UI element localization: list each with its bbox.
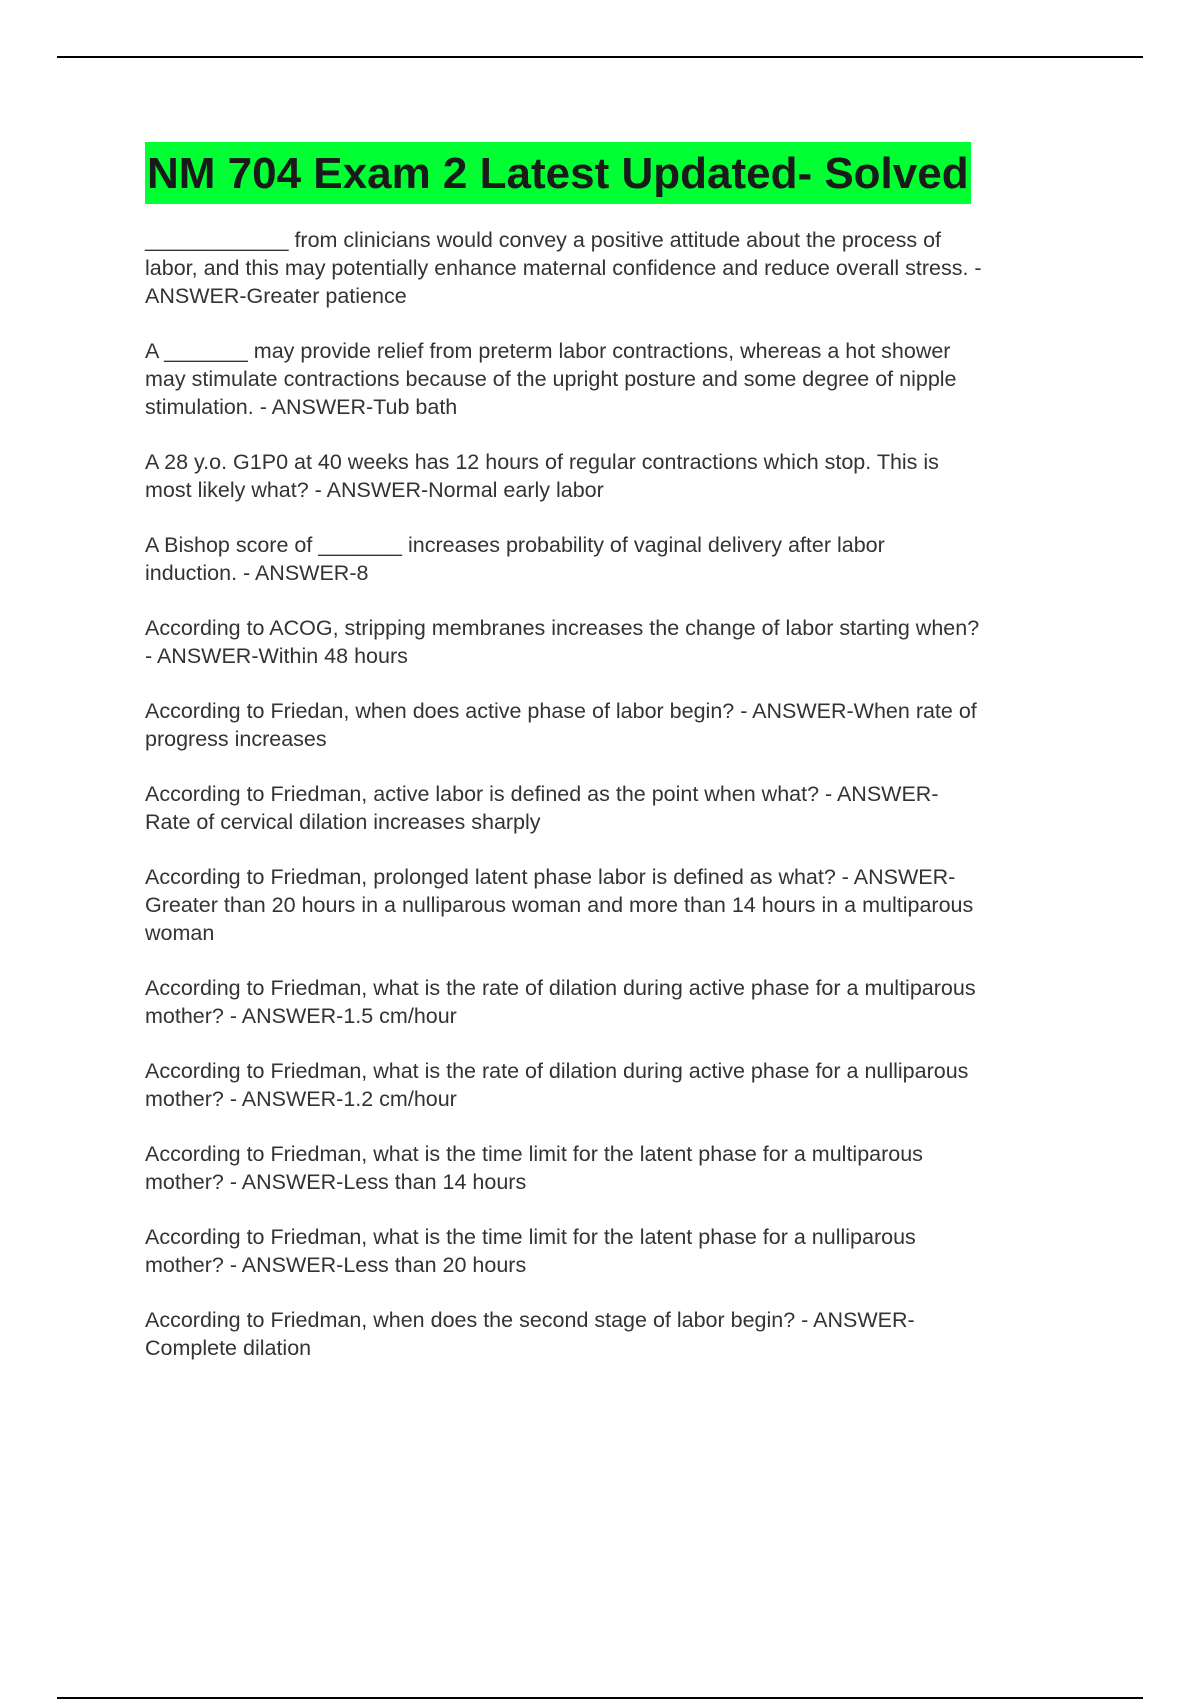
header-rule: [57, 56, 1143, 58]
qa-item: According to Friedman, when does the second stage of labor begin? - ANSWER- Complete dilation: [145, 1308, 915, 1360]
qa-item: A Bishop score of _______ increases probability of vaginal delivery after labor induction. - ANSWER-8: [145, 533, 885, 585]
qa-item: According to Friedman, what is the rate of dilation during active phase for a multiparous mother? - ANSWER-1.5 cm/hour: [145, 976, 976, 1028]
qa-item: According to Friedman, active labor is defined as the point when what? - ANSWER- Rate of cervical dilation increases sharply: [145, 782, 939, 834]
qa-item: According to Friedman, what is the time limit for the latent phase for a multiparous mother? - ANSWER-Less than 14 hours: [145, 1142, 923, 1194]
qa-item: According to Friedman, prolonged latent phase labor is defined as what? - ANSWER- Greater than 20 hours in a nulliparous woman and more than 14 hours in a multiparous woman: [145, 865, 974, 945]
qa-item: According to Friedman, what is the rate of dilation during active phase for a nulliparous mother? - ANSWER-1.2 cm/hour: [145, 1059, 969, 1111]
qa-item: A _______ may provide relief from preterm labor contractions, whereas a hot shower may stimulate contractions because of the upright posture and some degree of nipple stimulation. - ANSWER-Tub bath: [145, 339, 957, 419]
qa-item: ____________ from clinicians would convey a positive attitude about the process of labor, and this may potentially enhance maternal confidence and reduce overall stress. - ANSWER-Greater patience: [145, 228, 982, 308]
document-body: [145, 142, 1090, 1389]
qa-list: [145, 226, 1090, 1362]
footer-rule: [57, 1697, 1143, 1699]
qa-item: According to ACOG, stripping membranes increases the change of labor starting when? - ANSWER-Within 48 hours: [145, 616, 980, 668]
qa-item: According to Friedman, what is the time limit for the latent phase for a nulliparous mother? - ANSWER-Less than 20 hours: [145, 1225, 916, 1277]
document-title: NM 704 Exam 2 Latest Updated- Solved: [145, 142, 971, 204]
qa-item: According to Friedan, when does active phase of labor begin? - ANSWER-When rate of progress increases: [145, 699, 977, 751]
qa-item: A 28 y.o. G1P0 at 40 weeks has 12 hours of regular contractions which stop. This is most likely what? - ANSWER-Normal early labor: [145, 450, 939, 502]
